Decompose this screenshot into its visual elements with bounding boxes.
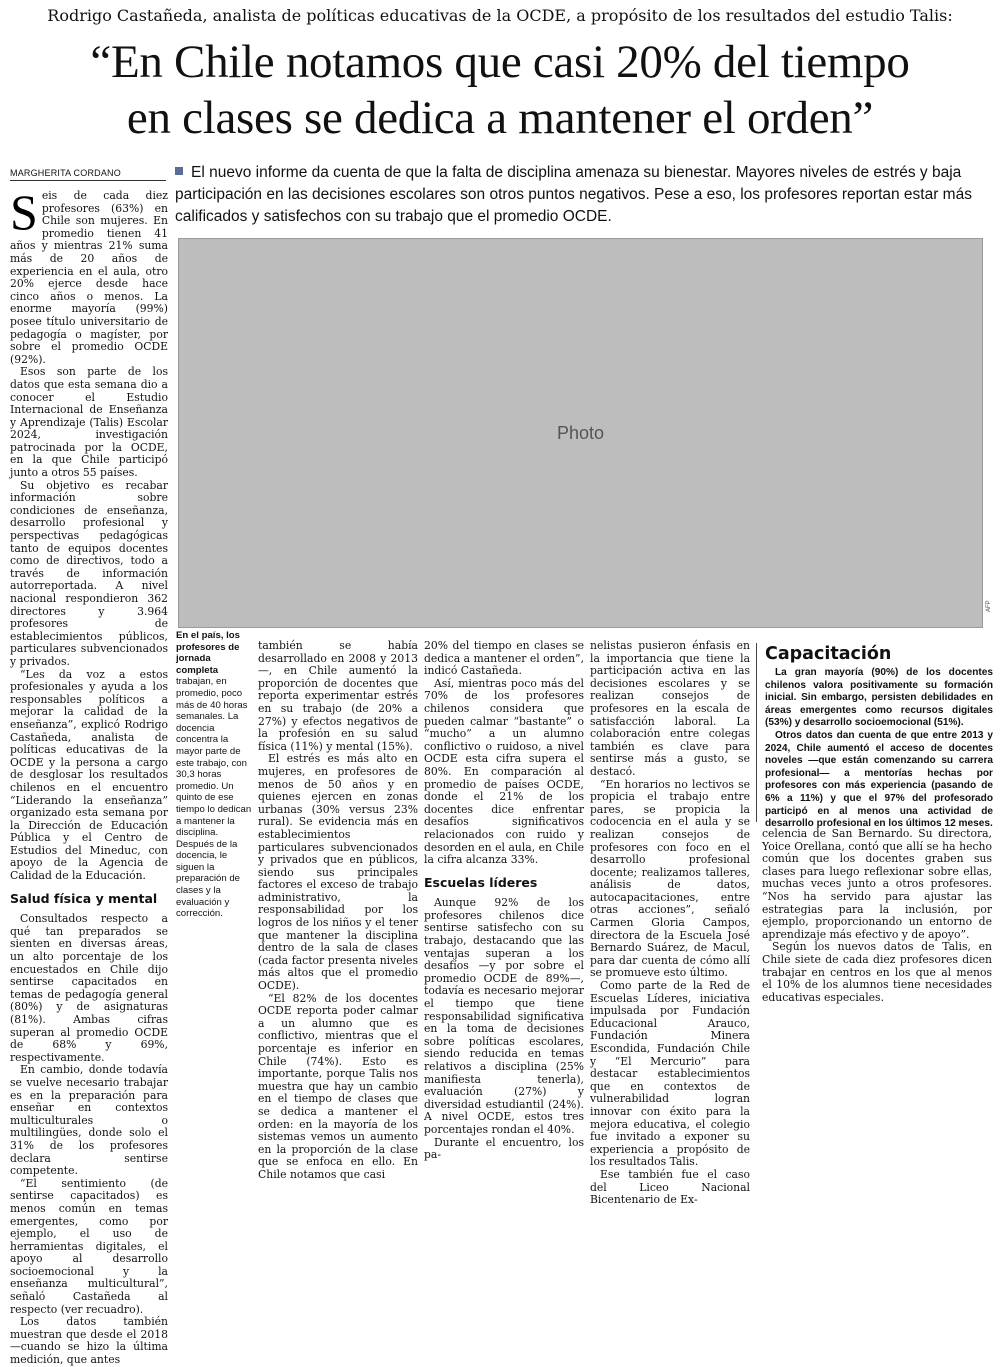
byline: MARGHERITA CORDANO xyxy=(10,168,121,178)
paragraph: Según los nuevos datos de Talis, en Chile siete de cada diez profesores dicen trabajar en centros en los que al menos el 10% de los alumnos tiene necesidades educativas especiales. xyxy=(762,940,992,1004)
deck-text: El nuevo informe da cuenta de que la falta de disciplina amenaza su bienestar. Mayores niveles de estrés y baja participación en las decisiones escolares son otros puntos negativos. Pese a eso, los profesores reportan estar más calificados y satisfechos con su trabajo que el promedio OCDE. xyxy=(175,164,972,225)
sidebar-paragraph: Otros datos dan cuenta de que entre 2013 y 2024, Chile aumentó el acceso de docentes noveles —que están comenzando su carrera profesional— a mentorías hechas por profesores con más experiencia (pasando de 6% a 11%) y que el 97% del profesorado participó en al menos una actividad de desarrollo profesional en los últimos 12 meses. xyxy=(765,729,993,830)
sidebar-paragraph: La gran mayoría (90%) de los docentes chilenos valora positivamente su formación inicial. Sin embargo, persisten debilidades en áreas emergentes como recursos digitales (53%) y desarrollo socioemocional (51%). xyxy=(765,667,993,729)
dropcap: S xyxy=(10,184,38,240)
article-column-4 xyxy=(590,639,750,1207)
paragraph: “Les da voz a estos profesionales y ayuda a los responsables políticos a mejorar la calidad de la enseñanza”, explicó Rodrigo Castañeda, analista de políticas educativas de la OCDE y la persona a cargo de desglosar los resultados chilenos en el encuentro “Liderando la enseñanza” organizado esta semana por la Dirección de Educación Pública y el Centro de Estudios del Mineduc, con apoyo de la Agencia de Calidad de la Educación. xyxy=(10,667,168,883)
deck xyxy=(175,162,990,228)
headline-line-2: en clases se dedica a mantener el orden” xyxy=(126,92,874,144)
paragraph: Los datos también muestran que desde el 2018 —cuando se hizo la última medición, que antes xyxy=(10,1315,168,1367)
paragraph: “El 82% de los docentes OCDE reporta poder calmar a un alumno que es conflictivo, mientras que el porcentaje es inferior en Chile (74%). Esto es importante, porque Talis nos muestra que hay un cambio en el tiempo de clases que se dedica a mantener el orden: en la mayoría de los sistemas vemos un aumento en la proporción de la clase que se enfoca en ello. En Chile notamos que casi xyxy=(258,991,418,1181)
caption-text: trabajan, en promedio, poco más de 40 horas semanales. La docencia concentra la mayor parte de este trabajo, con 30,3 horas promedio. Un quinto de ese tiempo lo dedican a mantener la disciplina. Después de la docencia, le siguen la preparación de clases y la evaluación y corrección. xyxy=(176,676,252,920)
headline xyxy=(0,34,1000,146)
kicker: Rodrigo Castañeda, analista de políticas educativas de la OCDE, a propósito de los resultados del estudio Talis: xyxy=(47,6,953,25)
paragraph: nelistas pusieron énfasis en la importancia que tiene la participación activa en las decisiones escolares y se realizan consejos de profesores en la escala de satisfacción laboral. La colaboración entre colegas también es clave para sentirse más a gusto, se destacó. xyxy=(590,639,750,778)
article-column-1 xyxy=(10,184,168,1367)
paragraph: también se había desarrollado en 2008 y 2013—, en Chile aumentó la proporción de docentes que reporta experimentar estrés en su trabajo (de 20% a 27%) y efectos negativos de la profesión en su salud física (11%) y mental (15%). xyxy=(258,639,418,753)
byline-rule xyxy=(10,180,166,181)
sidebar-capacitacion xyxy=(756,643,993,830)
paragraph: Seis de cada diez profesores (63%) en Chile son mujeres. En promedio tienen 41 años y mientras 21% suma más de 20 años de experiencia en el aula, otro 20% ejerce desde hace cinco años o menos. La enorme mayoría (99%) posee título universitario de pedagogía o magíster, por sobre el promedio OCDE (92%). xyxy=(10,184,168,366)
paragraph: Ese también fue el caso del Liceo Nacional Bicentenario de Ex- xyxy=(590,1167,750,1207)
paragraph: celencia de San Bernardo. Su directora, Yoice Orellana, contó que allí se ha hecho común que los docentes graben sus clases para luego reflexionar sobre ellas, muchas veces junto a otros profesores. “Nos ha servido para ajustar las estrategias para la inclusión, por ejemplo, proporcionando un entorno de aprendizaje más efectivo y de apoyo”. xyxy=(762,827,992,941)
classroom-photo xyxy=(178,238,983,628)
sidebar-title: Capacitación xyxy=(765,644,892,664)
paragraph: “En horarios no lectivos se propicia el trabajo entre pares, se propicia la codocencia en el aula y se realizan consejos de profesores con foco en el desarrollo profesional docente; realizamos talleres, análisis de datos, autocapacitaciones, entre otras acciones”, señaló Carmen Gloria Campos, directora de la Escuela José Bernardo Suárez, de Macul, para dar cuenta de cómo allí se promueve esto último. xyxy=(590,777,750,980)
paragraph: Su objetivo es recabar información sobre condiciones de enseñanza, desarrollo profesional y perspectivas pedagógicas tanto de equipos docentes como de directivos, todo a través de información autorreportada. A nivel nacional respondieron 362 directores y 3.964 profesores de establecimientos públicos, particulares subvencionados y privados. xyxy=(10,478,168,668)
paragraph: Como parte de la Red de Escuelas Líderes, iniciativa impulsada por Fundación Educacional Arauco, Fundación Minera Escondida, Fundación Chile y “El Mercurio” para destacar establecimientos que en contextos de vulnerabilidad logran innovar con éxito para la mejora educativa, el colegio fue invitado a exponer su experiencia a propósito de los resultados Talis. xyxy=(590,979,750,1169)
paragraph: El estrés es más alto en mujeres, en profesores de menos de 50 años y en quienes ejercen en zonas urbanas (30% versus 23% rural). Se evidencia más en establecimientos particulares subvencionados y privados que en públicos, siendo sus principales factores el exceso de trabajo administrativo, la responsabilidad por los logros de los niños y el tener que mantener la disciplina dentro de la sala de clases (cada factor presenta niveles más altos que el promedio OCDE). xyxy=(258,752,418,993)
photo-placeholder-label: Photo xyxy=(556,422,605,443)
paragraph: “El sentimiento (de sentirse capacitados) es menos común en temas emergentes, como por ejemplo, el uso de herramientas digitales, el apoyo al desarrollo socioemocional y la enseñanza multicultural”, señaló Castañeda al respecto (ver recuadro). xyxy=(10,1176,168,1316)
paragraph: Durante el encuentro, los pa- xyxy=(424,1135,584,1162)
paragraph: Así, mientras poco más del 70% de los profesores chilenos considera que pueden calmar “bastante” o “mucho” a un alumno conflictivo o ruidoso, a nivel OCDE esta cifra supera el 80%. En comparación al promedio de países OCDE, donde el 21% de los docentes dice enfrentar desafíos significativos relacionados con ruido y desorden en el aula, en Chile la cifra alcanza 33%. xyxy=(424,676,584,867)
article-column-3 xyxy=(424,639,584,1162)
deck-bullet-icon xyxy=(175,167,183,175)
photo-credit: AFP xyxy=(986,600,992,612)
article-column-5 xyxy=(762,828,992,1058)
subhead-salud: Salud física y mental xyxy=(10,890,158,906)
caption-lead: En el país, los profesores de jornada completa xyxy=(176,630,240,676)
paragraph: En cambio, donde todavía se vuelve necesario trabajar es en la preparación para enseñar en contextos multiculturales o multilingües, donde solo el 31% de los profesores declara sentirse competente. xyxy=(10,1063,168,1178)
headline-line-1: “En Chile notamos que casi 20% del tiempo xyxy=(90,36,910,88)
paragraph: Consultados respecto a qué tan preparados se sienten en diversas áreas, un alto porcentaje de los encuestados en Chile dijo sentirse capacitados en temas de pedagogía general (80%) y de asignaturas (81%). Ambas cifras superan al promedio OCDE de 68% y 69%, respectivamente. xyxy=(10,912,168,1064)
photo-caption xyxy=(176,630,254,920)
article-column-2 xyxy=(258,639,418,1181)
paragraph: 20% del tiempo en clases se dedica a mantener el orden”, indicó Castañeda. xyxy=(424,639,584,678)
paragraph: Esos son parte de los datos que esta semana dio a conocer el Estudio Internacional de Enseñanza y Aprendizaje (Talis) Escolar 2024, investigación patrocinada por la OCDE, en la que Chile participó junto a otros 55 países. xyxy=(10,365,168,480)
subhead-escuelas: Escuelas líderes xyxy=(424,874,538,890)
paragraph: Aunque 92% de los profesores chilenos dice sentirse satisfecho con su trabajo, destacando que las ventajas superan a los desafíos —y por sobre el promedio OCDE de 89%—, todavía es necesario mejorar el tiempo que tiene responsabilidad significativa en la toma de decisiones sobre políticas escolares, siendo reducida en temas relativos a disciplina (25% manifiesta tenerla), evaluación (27%) y diversidad estudiantil (24%). A nivel OCDE, estos tres porcentajes rondan el 40%. xyxy=(424,896,584,1136)
